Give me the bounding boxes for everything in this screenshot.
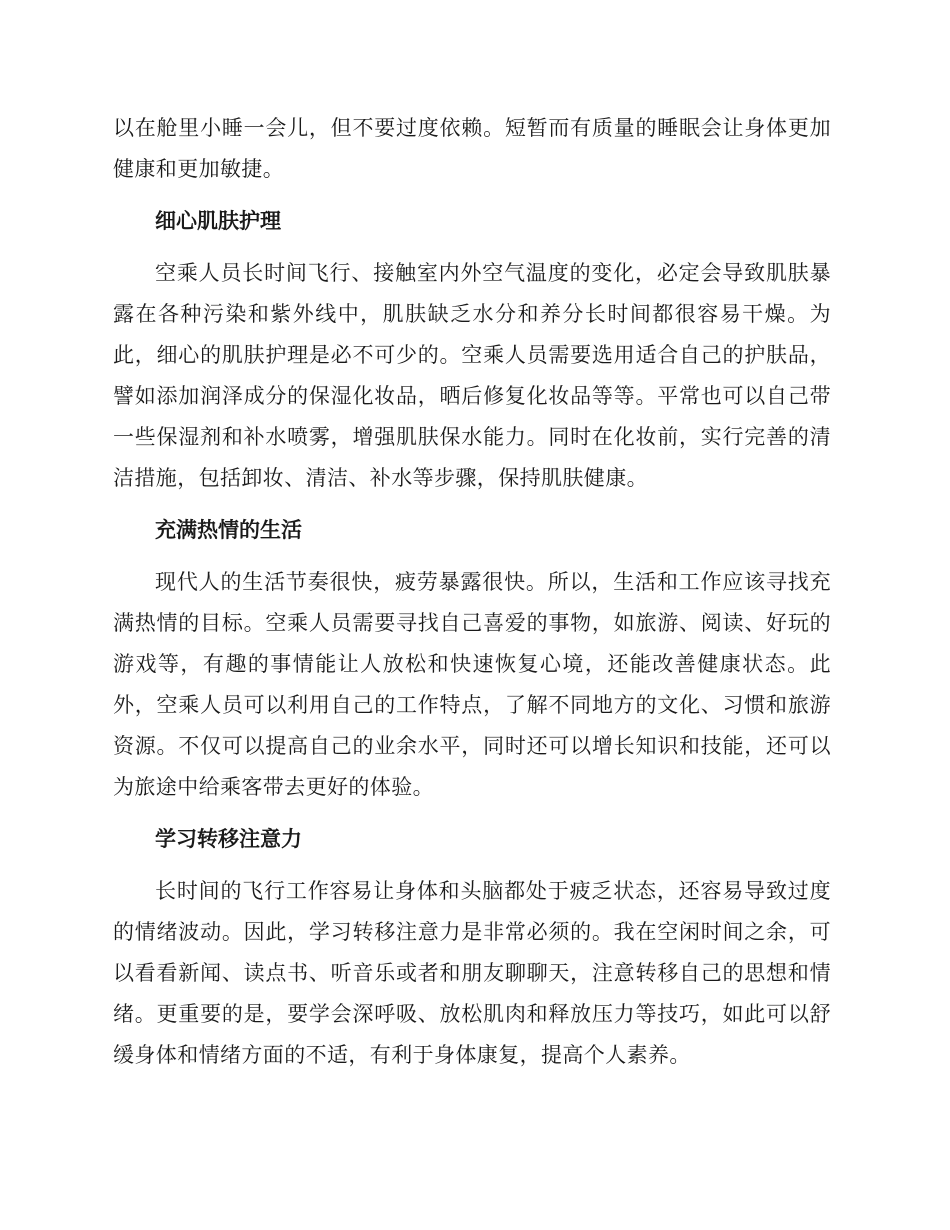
heading-passionate-life: 充满热情的生活 bbox=[155, 518, 302, 542]
paragraph-shift-attention: 长时间的飞行工作容易让身体和头脑都处于疲乏状态，还容易导致过度的情绪波动。因此，学习转移注意力是非常必须的。我在空闲时间之余，可以看看新闻、读点书、听音乐或者和朋友聊聊天，注意转移自己的思想和情绪。更重要的是，要学会深呼吸、放松肌肉和释放压力等技巧，如此可以舒缓身体和情绪方面的不适，有利于身体康复，提高个人素养。 bbox=[113, 879, 831, 1067]
paragraph-passionate-life: 现代人的生活节奏很快，疲劳暴露很快。所以，生活和工作应该寻找充满热情的目标。空乘人员需要寻找自己喜爱的事物，如旅游、阅读、好玩的游戏等，有趣的事情能让人放松和快速恢复心境，还能改善健康状态。此外，空乘人员可以利用自己的工作特点，了解不同地方的文化、习惯和旅游资源。不仅可以提高自己的业余水平，同时还可以增长知识和技能，还可以为旅途中给乘客带去更好的体验。 bbox=[113, 570, 831, 799]
heading-shift-attention: 学习转移注意力 bbox=[155, 827, 302, 851]
paragraph-sleep-end: 以在舱里小睡一会儿，但不要过度依赖。短暂而有质量的睡眠会让身体更加健康和更加敏捷。 bbox=[113, 116, 831, 181]
heading-skin-care: 细心肌肤护理 bbox=[155, 209, 281, 233]
document-page bbox=[113, 108, 831, 1076]
paragraph-skin-care: 空乘人员长时间飞行、接触室内外空气温度的变化，必定会导致肌肤暴露在各种污染和紫外线中，肌肤缺乏水分和养分长时间都很容易干燥。为此，细心的肌肤护理是必不可少的。空乘人员需要选用适合自己的护肤品，譬如添加润泽成分的保湿化妆品，晒后修复化妆品等等。平常也可以自己带一些保湿剂和补水喷雾，增强肌肤保水能力。同时在化妆前，实行完善的清洁措施，包括卸妆、清洁、补水等步骤，保持肌肤健康。 bbox=[113, 261, 831, 490]
